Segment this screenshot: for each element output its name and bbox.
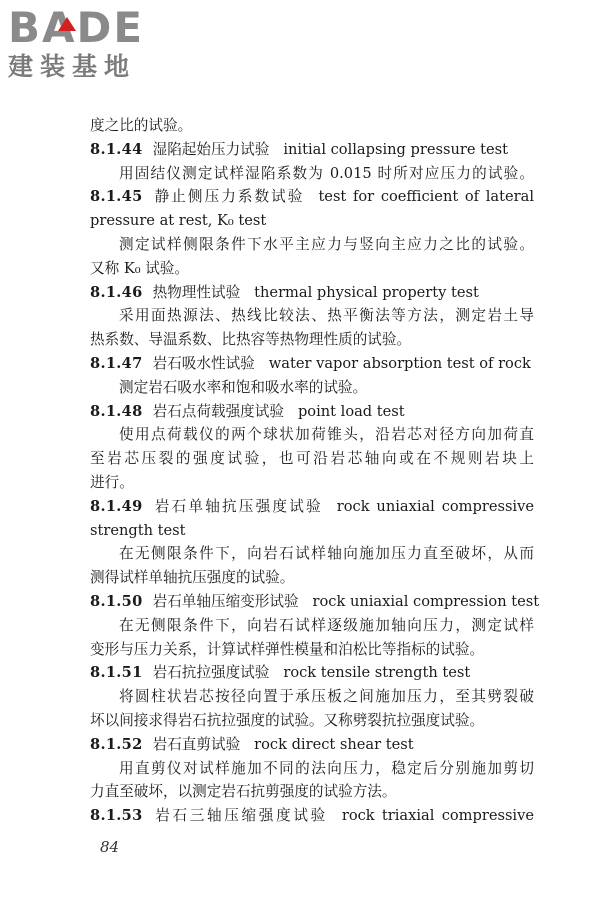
body-text-line: 测定岩石吸水率和饱和吸水率的试验。 (119, 378, 368, 396)
term-chinese: 岩石吸水性试验 (152, 354, 255, 372)
logo-wordmark: BADE (8, 3, 145, 52)
term-english: point load test (297, 402, 405, 420)
term-english: rock direct shear test (254, 735, 414, 753)
body-text-line: 在无侧限条件下，向岩石试样逐级施加轴向压力，测定试样 (119, 616, 534, 634)
body-text-line: 又称 K₀ 试验。 (90, 259, 189, 277)
term-entry-line (90, 495, 534, 519)
body-text-line: 使用点荷载仪的两个球状加荷锥头，沿岩芯对径方向加荷直 (119, 426, 534, 444)
term-chinese: 岩石抗拉强度试验 (152, 664, 270, 682)
term-number: 8.1.48 (90, 402, 143, 420)
term-number: 8.1.47 (90, 354, 143, 372)
body-text-line: strength test (90, 521, 186, 539)
body-text-line: 用直剪仪对试样施加不同的法向压力，稳定后分别施加剪切 (119, 759, 534, 777)
term-english: water vapor absorption test of rock (268, 354, 531, 372)
body-text-line: pressure at rest, K₀ test (90, 212, 267, 230)
bade-logo (8, 3, 178, 82)
body-text-line: 采用面热源法、热线比较法、热平衡法等方法，测定岩土导 (119, 307, 534, 325)
body-text-line: 用固结仪测定试样湿陷系数为 0.015 时所对应压力的试验。 (119, 164, 534, 182)
body-text-line: 至岩芯压裂的强度试验，也可沿岩芯轴向或在不规则岩块上 (90, 450, 534, 468)
body-text-line: 热系数、导温系数、比热容等热物理性质的试验。 (90, 331, 412, 349)
term-chinese: 静止侧压力系数试验 (152, 188, 305, 206)
term-chinese: 岩石单轴抗压强度试验 (152, 497, 323, 515)
term-number: 8.1.52 (90, 735, 143, 753)
term-entry-line (90, 804, 534, 828)
term-english: test for coefficient of lateral (318, 188, 534, 206)
term-chinese: 岩石三轴压缩强度试验 (152, 807, 328, 825)
term-entry-line (90, 590, 540, 614)
body-text-line: 测定试样侧限条件下水平主应力与竖向主应力之比的试验。 (119, 235, 534, 253)
term-english: rock uniaxial compressive (336, 497, 534, 515)
term-english: thermal physical property test (254, 283, 479, 301)
term-number: 8.1.44 (90, 140, 143, 158)
term-chinese: 热物理性试验 (152, 283, 241, 301)
term-number: 8.1.50 (90, 592, 143, 610)
body-text-line: 将圆柱状岩芯按径向置于承压板之间施加压力，至其劈裂破 (119, 688, 534, 706)
term-chinese: 湿陷起始压力试验 (152, 140, 270, 158)
term-entry-line (90, 400, 534, 424)
document-body (90, 114, 540, 828)
term-number: 8.1.49 (90, 497, 143, 515)
term-number: 8.1.46 (90, 283, 143, 301)
body-text-line: 在无侧限条件下，向岩石试样轴向施加压力直至破坏，从而 (119, 545, 534, 563)
term-english: rock triaxial compressive (341, 807, 534, 825)
term-number: 8.1.45 (90, 188, 143, 206)
term-number: 8.1.53 (90, 807, 143, 825)
page-number: 84 (100, 838, 120, 856)
term-entry-line (90, 281, 534, 305)
term-english: rock uniaxial compression test (312, 592, 540, 610)
body-text-line: 进行。 (90, 473, 134, 491)
body-text-line: 测得试样单轴抗压强度的试验。 (90, 569, 295, 587)
term-chinese: 岩石点荷载强度试验 (152, 402, 284, 420)
logo-subtitle: 建装基地 (8, 52, 137, 81)
term-entry-line (90, 352, 534, 376)
term-entry-line (90, 185, 534, 209)
term-entry-line (90, 138, 534, 162)
term-english: initial collapsing pressure test (283, 140, 508, 158)
term-entry-line (90, 661, 534, 685)
body-text-line: 力直至破坏，以测定岩石抗剪强度的试验方法。 (90, 783, 397, 801)
term-english: rock tensile strength test (283, 664, 471, 682)
logo-accent-triangle (58, 17, 76, 31)
body-text-line: 变形与压力关系，计算试样弹性模量和泊松比等指标的试验。 (90, 640, 485, 658)
body-text-line: 度之比的试验。 (90, 117, 193, 134)
term-chinese: 岩石直剪试验 (152, 735, 241, 753)
body-text-line: 坏以间接求得岩石抗拉强度的试验。又称劈裂抗拉强度试验。 (90, 711, 485, 729)
term-number: 8.1.51 (90, 664, 143, 682)
term-chinese: 岩石单轴压缩变形试验 (152, 592, 299, 610)
term-entry-line (90, 733, 534, 757)
